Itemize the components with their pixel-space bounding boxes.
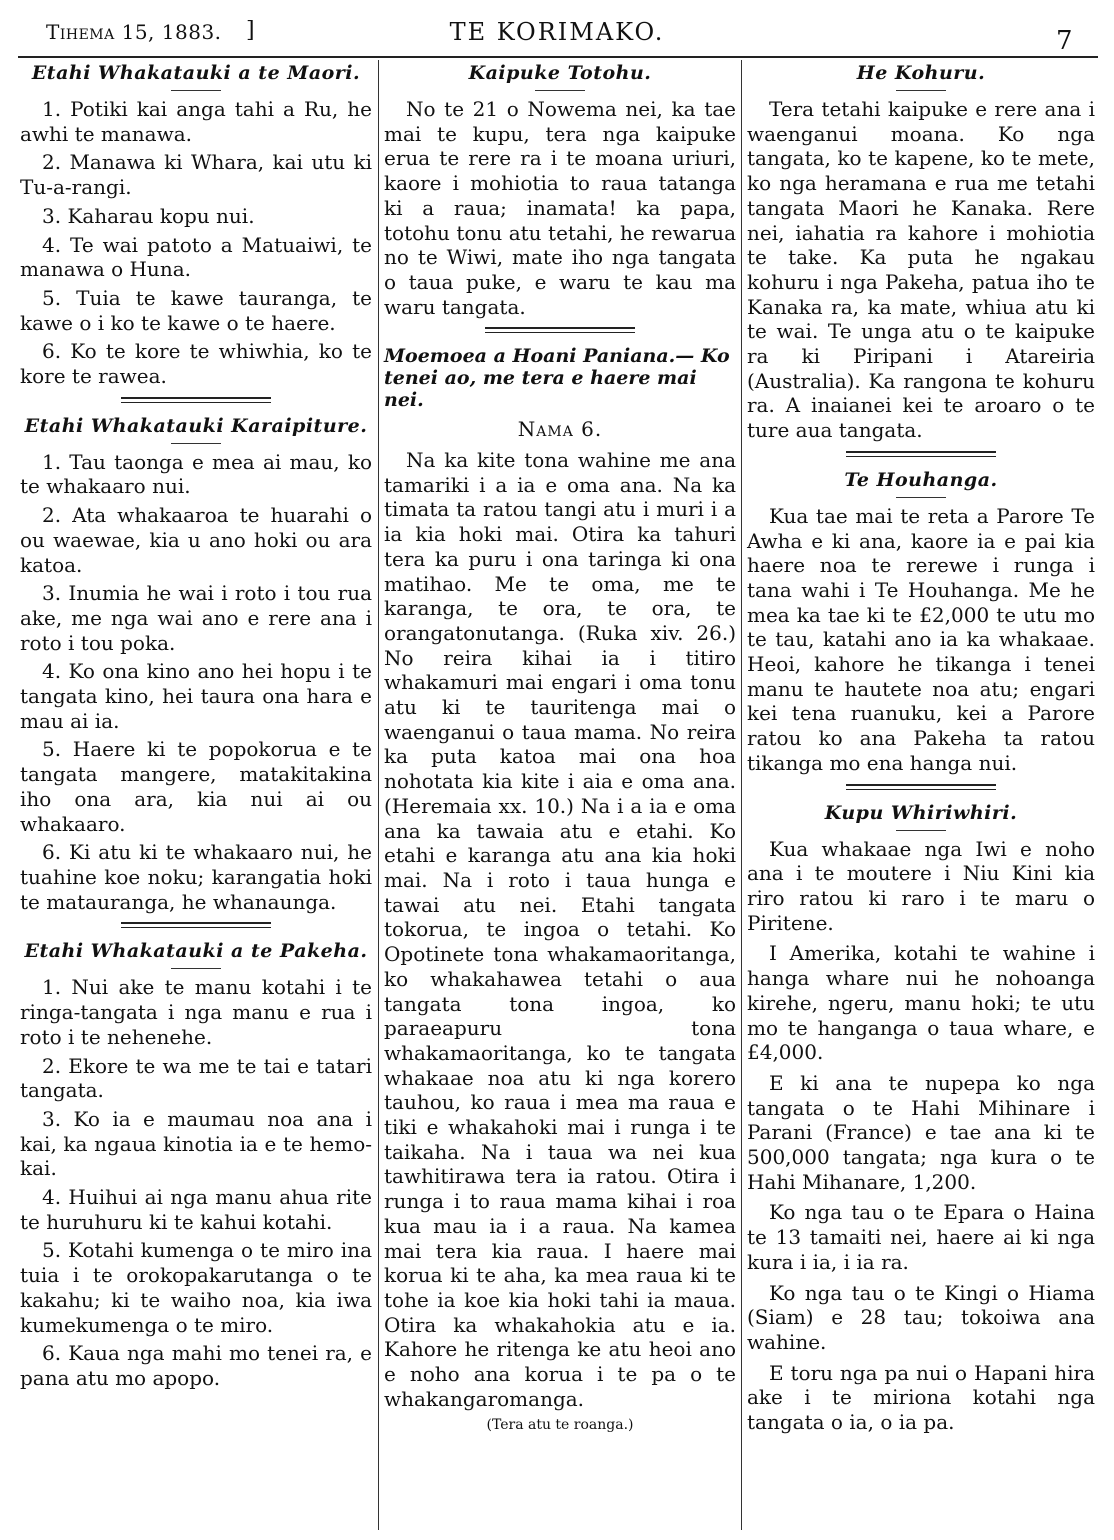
proverb-item: 3. Inumia he wai i roto i tou rua ake, me nga wai ano e rere ana i roto i tou poka.	[20, 581, 372, 655]
chapter-number: Nama 6.	[517, 417, 603, 442]
news-paragraph: Ko nga tau o te Epara o Haina te 13 tamaiti nei, haere ai ki nga kura i ia, i ia ra.	[747, 1200, 1095, 1274]
section-title-bunyan-dream: Moemoea a Hoani Paniana.— Ko tenei ao, me tera e haere mai nei.	[384, 345, 730, 412]
proverb-item: 1. Tau taonga e mea ai mau, ko te whakaaro nui.	[20, 449, 372, 499]
section-title-murder: He Kohuru.	[856, 62, 986, 84]
title-underline	[171, 90, 221, 91]
proverb-item: 5. Kotahi kumenga o te miro ina tuia i te orokopakarutanga o te kakahu; ki te waiho noa, kia iwa kumekumenga o te miro.	[20, 1238, 372, 1337]
proverb-item: 5. Tuia te kawe tauranga, te kawe o i ko te kawe o te haere.	[20, 285, 372, 335]
proverb-item: 2. Ata whakaaroa te huarahi o ou waewae, kia u ano hoki ou ara katoa.	[20, 503, 372, 577]
issue-date: Tihema 15, 1883.	[46, 20, 222, 44]
proverb-item: 3. Kaharau kopu nui.	[42, 203, 255, 228]
proverb-item: 3. Ko ia e maumau noa ana i kai, ka ngaua kinotia ia e te hemo-kai.	[20, 1106, 372, 1181]
section-divider	[846, 784, 996, 790]
news-paragraph: I Amerika, kotahi te wahine i hanga whare nui he nohoanga kirehe, ngeru, manu hoki; te utu mo te hanganga o taua whare, e £4,000.	[747, 941, 1095, 1065]
section-title-pakeha-proverbs: Etahi Whakatauki a te Pakeha.	[24, 940, 368, 963]
section-title-scripture-proverbs: Etahi Whakatauki Karaipiture.	[24, 414, 368, 437]
news-paragraph: Ko nga tau o te Kingi o Hiama (Siam) e 28 tau; tokoiwa ana wahine.	[747, 1280, 1095, 1354]
proverb-item: 4. Te wai patoto a Matuaiwi, te manawa o Huna.	[20, 232, 372, 282]
column-3	[747, 62, 1095, 1435]
title-underline	[171, 968, 221, 969]
article-body: Na ka kite tona wahine me ana tamariki i a ia e oma ana. Na ka timata ta ratou tangi atu i muri i a ia kia hoki mai. Otira ka tahuri tera ka puru i ona taringa ki ona matihao. Me te oma, me te karanga, te ora, te ora, te orangatonutanga. (Ruka xiv. 26.) No reira kihai ia i titiro whakamuri mai engari i oma tonu atu ki te tauritenga mai o waenganui o taua mama. No reira ka puta katoa mai ona hoa nohotata kia kite i aia e oma ana. (Heremaia xx. 10.) Na i a ia e oma ana ka tawaia atu e etahi. Ko etahi e karanga atu ana kia hoki mai. Na i roto i taua hunga e tawai atu nei. Etahi tangata tokorua, te ingoa o tetahi. Ko Opotinete tona whakamaoritanga, ko whakahawea tetahi o aua tangata tona ingoa, ko paraeapuru tona whakamaoritanga, ko te tangata whakaae noa atu ki nga korero tauhou, ko raua i mea ma raua e tiki e whakahoki mai i runga i te taikaha. Na i taua wa nei kua tawhitirawa tera ia ratou. Otira i runga i to raua mama kihai i roa kua mau ia i a raua. Na kamea mai tera kia raua. I haere mai korua ki te aha, ka mea raua ki te tohe ia koe kia hoki tahi ia maua. Otira ka whakahokia atu e ia. Kahore he ritenga ke atu heoi ano e noho ana korua i te pa o te whakangaromanga.	[384, 448, 736, 1411]
proverb-item: 4. Ko ona kino ano hei hopu i te tangata kino, hei taura ona hara e mau ai ia.	[20, 659, 372, 733]
proverb-item: 6. Kaua nga mahi mo tenei ra, e pana atu mo apopo.	[20, 1341, 372, 1390]
section-divider	[121, 397, 271, 403]
masthead-rule	[18, 56, 1098, 58]
proverb-item: 2. Manawa ki Whara, kai utu ki Tu-a-rangi.	[20, 150, 372, 200]
page-number: 7	[1056, 26, 1073, 56]
title-underline	[896, 830, 946, 831]
proverb-item: 2. Ekore te wa me te tai e tatari tangata.	[20, 1053, 372, 1103]
column-rule-2	[741, 60, 742, 1530]
date-bracket: ]	[246, 18, 255, 43]
masthead	[0, 0, 1114, 56]
column-2	[384, 62, 736, 1438]
section-title-houhanga: Te Houhanga.	[844, 468, 998, 491]
news-paragraph: E toru nga pa nui o Hapani hira ake i te miriona kotahi nga tangata o ia, o ia pa.	[747, 1360, 1095, 1435]
section-divider	[485, 327, 635, 333]
title-underline	[171, 443, 221, 444]
title-underline	[535, 90, 585, 91]
proverb-item: 4. Huihui ai nga manu ahua rite te huruhuru ki te kahui kotahi.	[20, 1185, 372, 1234]
section-title-shipwreck: Kaipuke Totohu.	[468, 62, 652, 84]
article-body: No te 21 o Nowema nei, ka tae mai te kupu, tera nga kaipuke erua te rere ra i te moana uriuri, kaore i mohiotia to raua tatanga ki a raua; inamata! ka papa, totohu tonu atu tetahi, he rewarua no te Wiwi, mate iho nga tangata o taua puke, e waru te kau ma waru tangata.	[384, 97, 736, 319]
newspaper-title: TE KORIMAKO.	[449, 18, 665, 46]
proverb-item: 5. Haere ki te popokorua e te tangata mangere, matakitakina iho ona ara, kia nui ai ou whakaaro.	[20, 737, 372, 836]
proverb-item: 1. Nui ake te manu kotahi i te ringa-tangata i nga manu e rua i roto i te nehenehe.	[20, 975, 372, 1049]
article-body: Kua tae mai te reta a Parore Te Awha e ki ana, kaore ia e pai kia haere noa te rerewe i runga i tana wahi i Te Houhanga. Me he mea ka tae ki te £2,000 te utu mo te tau, katahi ano ia ka whakaae. Heoi, kahore he tikanga i tenei manu te hautete noa atu; engari kei tena ruanuku, kei a Parore ratou ko ana Pakeha ta ratou tikanga mo ena hanga nui.	[747, 503, 1095, 775]
column-rule-1	[378, 60, 379, 1530]
section-divider	[121, 922, 271, 928]
section-title-maori-proverbs: Etahi Whakatauki a te Maori.	[31, 62, 361, 84]
section-title-selected-news: Kupu Whiriwhiri.	[824, 801, 1018, 824]
news-paragraph: Kua whakaae nga Iwi e noho ana i te moutere i Niu Kini kia riro ratou ki raro i te maru o Piritene.	[747, 836, 1095, 935]
article-body: Tera tetahi kaipuke e rere ana i waenganui moana. Ko nga tangata, ko te kapene, ko te mete, ko nga heramana e rua me tetahi tangata Maori he Kanaka. Rere nei, iahatia ra kahore i mohiotia te take. Ka puta he ngakau kohuru i nga Pakeha, patua iho te Kanaka ra, ka mate, whiua atu ki te wai. Te unga atu o te kaipuke ra ki Piripani i Atareiria (Australia). Ka rangona te kohuru ra. A inaianei kei te aroaro o te ture aua tangata.	[747, 97, 1095, 443]
section-divider	[846, 451, 996, 457]
title-underline	[896, 90, 946, 91]
column-1	[20, 62, 372, 1395]
proverb-item: 6. Ki atu ki te whakaaro nui, he tuahine koe noku; karangatia hoki te matauranga, he whanaunga.	[20, 840, 372, 914]
continued-note: (Tera atu te roanga.)	[486, 1417, 634, 1434]
news-paragraph: E ki ana te nupepa ko nga tangata o te Hahi Mihinare i Parani (France) e tae ana ki te 500,000 tangata; nga kura o te Hahi Mihanare, 1,200.	[747, 1070, 1095, 1194]
proverb-item: 6. Ko te kore te whiwhia, ko te kore te rawea.	[20, 339, 372, 389]
title-underline	[896, 497, 946, 498]
proverb-item: 1. Potiki kai anga tahi a Ru, he awhi te manawa.	[20, 97, 372, 146]
